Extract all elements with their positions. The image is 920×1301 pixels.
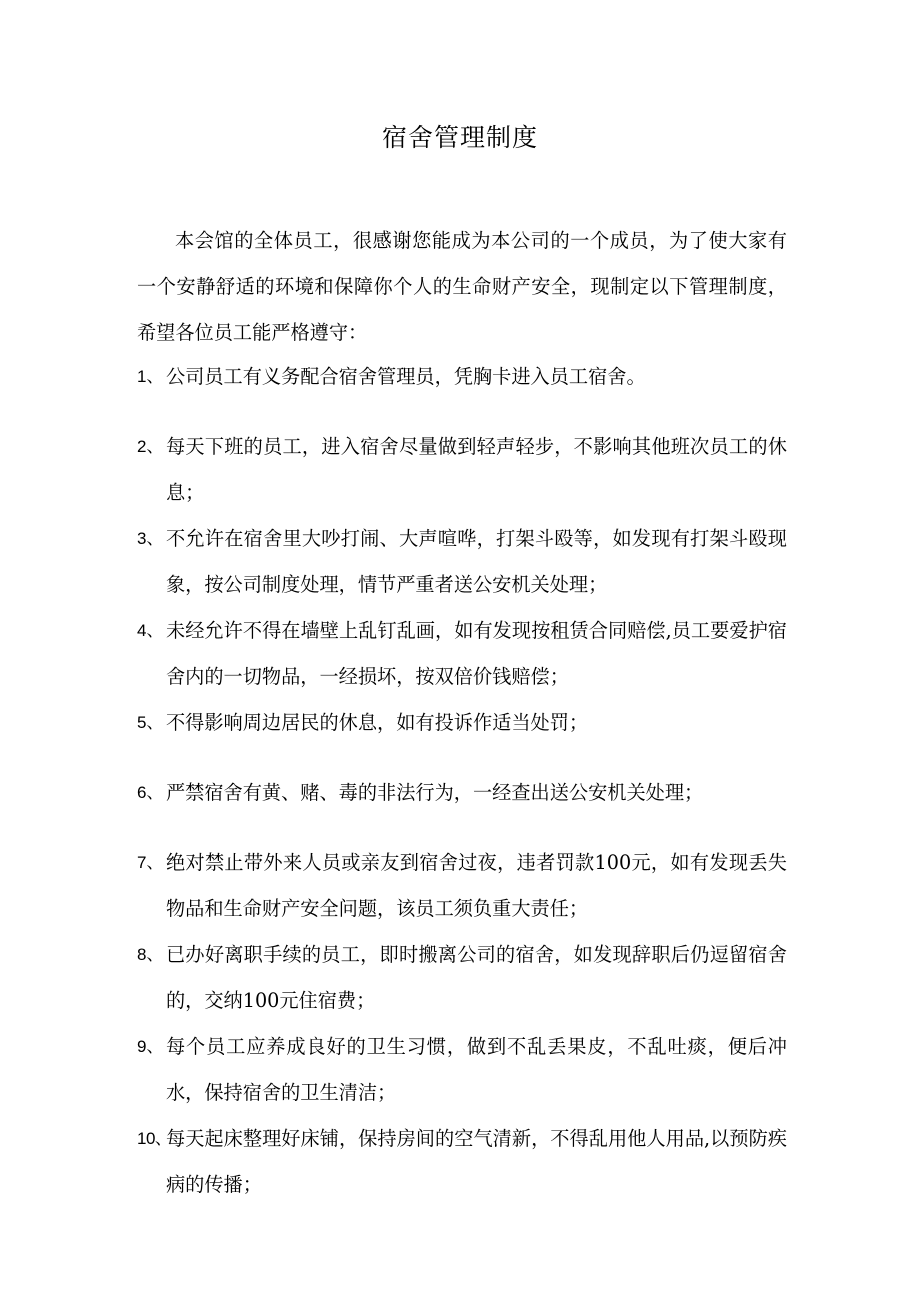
- rule-item-10: [137, 1116, 787, 1208]
- rule-number: 3、: [137, 529, 164, 548]
- rule-item-4: [137, 608, 787, 700]
- rule-number: 2、: [137, 437, 164, 456]
- rule-number: 4、: [137, 621, 164, 640]
- rule-text: 每天起床整理好床铺，保持房间的空气清新，不得乱用他人用品,以预防疾病的传播；: [166, 1127, 787, 1196]
- rule-item-9: [137, 1024, 787, 1116]
- intro-paragraph: 本会馆的全体员工，很感谢您能成为本公司的一个成员，为了使大家有一个安静舒适的环境和保障你个人的生命财产安全，现制定以下管理制度，希望各位员工能严格遵守：: [137, 229, 787, 344]
- rule-text: 不允许在宿舍里大吵打闹、大声喧哗，打架斗殴等，如发现有打架斗殴现象，按公司制度处理，情节严重者送公安机关处理；: [166, 527, 787, 596]
- rule-number: 8、: [137, 945, 164, 964]
- rule-number: 9、: [137, 1037, 164, 1056]
- rule-item-3: [137, 516, 787, 608]
- rule-text: 公司员工有义务配合宿舍管理员，凭胸卡进入员工宿舍。: [166, 365, 646, 388]
- rule-text: 每天下班的员工，进入宿舍尽量做到轻声轻步，不影响其他班次员工的休息；: [166, 435, 787, 504]
- rule-text: 每个员工应养成良好的卫生习惯，做到不乱丢果皮，不乱吐痰，便后冲水，保持宿舍的卫生清洁；: [166, 1035, 787, 1104]
- rule-text: 未经允许不得在墙壁上乱钉乱画，如有发现按租赁合同赔偿,员工要爱护宿舍内的一切物品，一经损坏，按双倍价钱赔偿；: [166, 619, 787, 688]
- rule-item-5: [137, 700, 787, 746]
- rule-text: 严禁宿舍有黄、赌、毒的非法行为，一经查出送公安机关处理；: [166, 781, 704, 804]
- rule-number: 6、: [137, 783, 164, 802]
- rules-list: [137, 354, 787, 1208]
- rule-number: 5、: [137, 713, 164, 732]
- rule-item-7: [137, 840, 787, 932]
- rule-item-8: [137, 932, 787, 1024]
- rule-text: 已办好离职手续的员工，即时搬离公司的宿舍，如发现辞职后仍逗留宿舍的，交纳100元住宿费；: [166, 943, 787, 1012]
- rule-number: 1、: [137, 367, 164, 386]
- rule-text: 不得影响周边居民的休息，如有投诉作适当处罚；: [166, 711, 589, 734]
- rule-number: 7、: [137, 853, 164, 872]
- rule-item-2: [137, 424, 787, 516]
- rule-text: 绝对禁止带外来人员或亲友到宿舍过夜，违者罚款100元，如有发现丢失物品和生命财产安全问题，该员工须负重大责任；: [166, 851, 787, 920]
- rule-item-1: [137, 354, 787, 400]
- rule-number: 10、: [137, 1129, 172, 1148]
- rule-item-6: [137, 770, 787, 816]
- document-title: 宿舍管理制度: [381, 123, 538, 152]
